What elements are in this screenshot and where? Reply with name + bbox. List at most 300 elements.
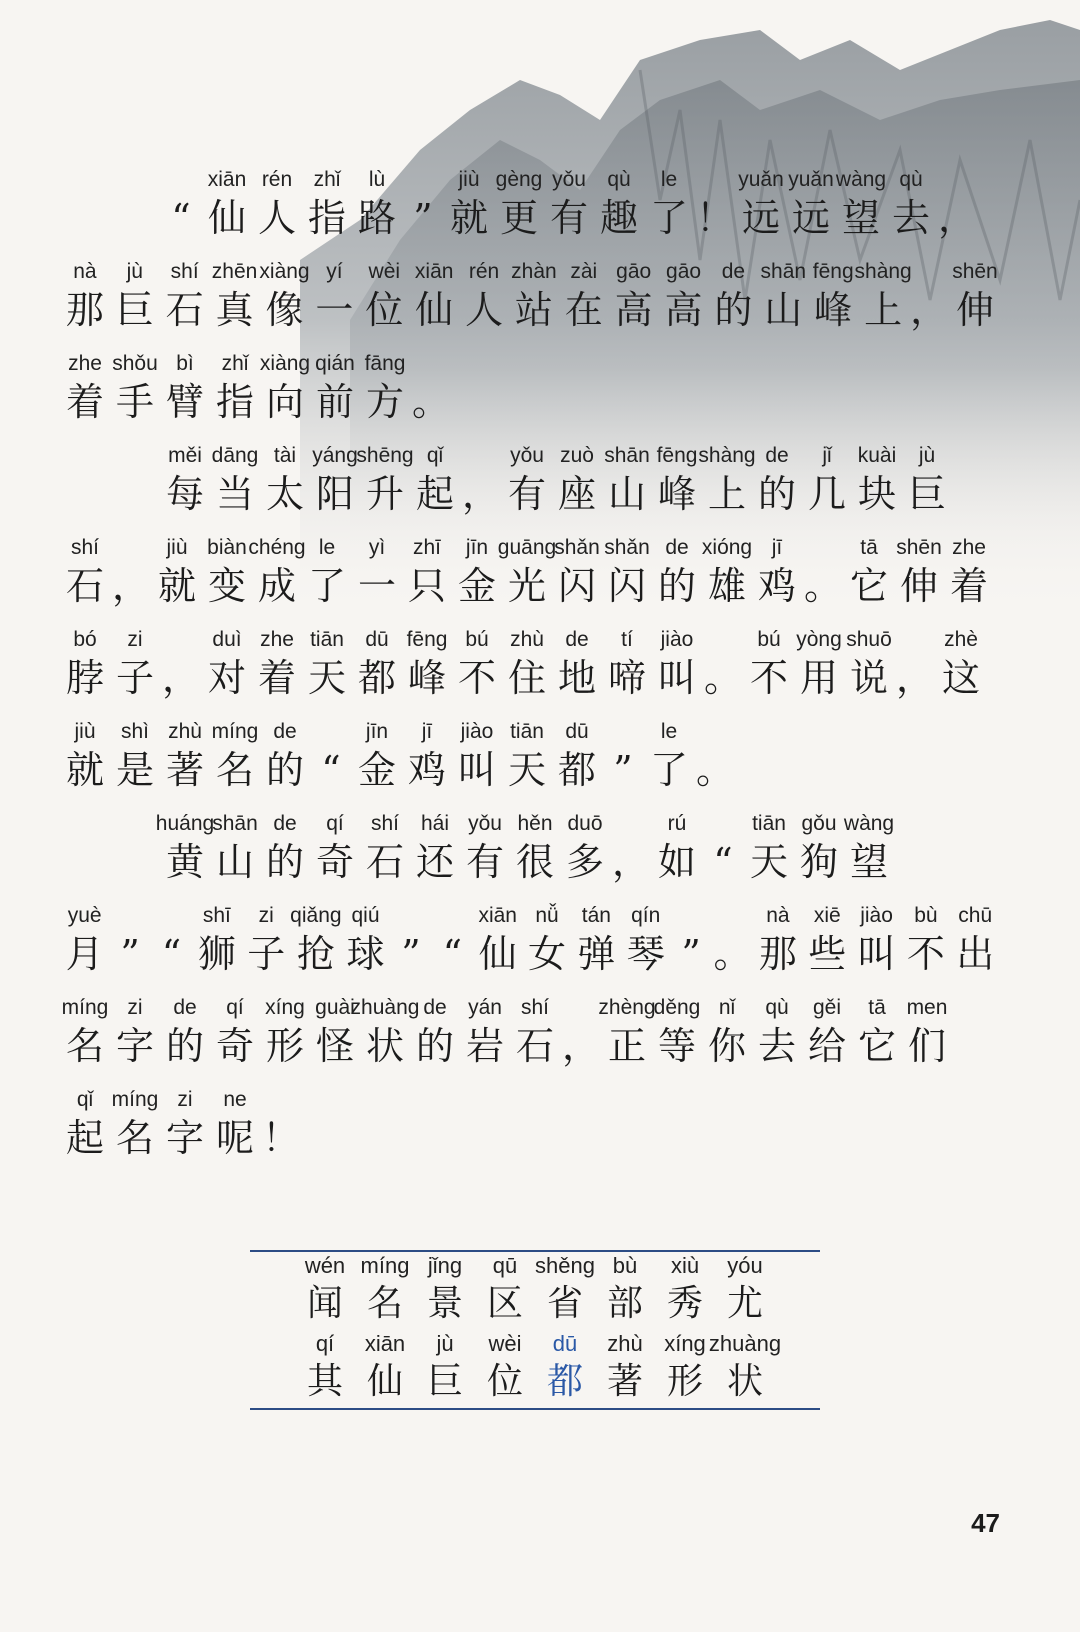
pinyin: de [565, 628, 589, 651]
ruby-character [242, 886, 291, 978]
hanzi: 字 [115, 1024, 154, 1068]
hanzi: 叫 [457, 748, 496, 792]
ruby-character [598, 978, 656, 1070]
hanzi: 名 [115, 1116, 154, 1160]
hanzi: 如 [657, 840, 696, 884]
punctuation [109, 886, 150, 978]
vocab-hanzi: 区 [486, 1283, 523, 1324]
ruby-character [652, 426, 702, 518]
punctuation [802, 518, 844, 610]
ruby-character [410, 426, 460, 518]
ruby-character [644, 702, 694, 794]
hanzi: 望 [841, 196, 880, 240]
pinyin: kuài [857, 444, 897, 467]
hanzi: 去 [891, 196, 930, 240]
pinyin: gèng [495, 168, 543, 191]
hanzi: 子 [115, 656, 154, 700]
pinyin: hěn [517, 812, 553, 835]
hanzi: 出 [956, 932, 995, 976]
hanzi: 住 [507, 656, 546, 700]
text-line [60, 150, 1000, 242]
pinyin: jù [126, 260, 143, 283]
pinyin: tiān [510, 720, 544, 743]
pinyin: bù [914, 904, 938, 927]
hanzi: ， [937, 196, 976, 240]
ruby-character [644, 150, 694, 242]
hanzi: 方 [365, 380, 404, 424]
pinyin: de [273, 812, 297, 835]
ruby-character [352, 150, 402, 242]
ruby-character [510, 978, 560, 1070]
pinyin: shàng [698, 444, 756, 467]
punctuation [694, 150, 736, 242]
hanzi: 更 [499, 196, 538, 240]
hanzi: 石 [365, 840, 404, 884]
ruby-character [702, 978, 752, 1070]
ruby-character [310, 242, 360, 334]
ruby-character [502, 702, 552, 794]
ruby-character [473, 886, 522, 978]
ruby-character [310, 334, 360, 426]
vocab-hanzi: 仙 [366, 1361, 403, 1402]
ruby-character [291, 886, 341, 978]
hanzi: “ [442, 932, 463, 976]
hanzi: 阳 [315, 472, 354, 516]
ruby-character [260, 978, 310, 1070]
ruby-character [609, 242, 659, 334]
hanzi: 真 [215, 288, 254, 332]
hanzi: 天 [749, 840, 788, 884]
pinyin: le [318, 536, 336, 559]
ruby-character [698, 426, 756, 518]
pinyin: qín [631, 904, 661, 927]
vocab-pinyin: wèi [488, 1331, 522, 1356]
hanzi: 它 [857, 1024, 896, 1068]
ruby-character [60, 978, 110, 1070]
pinyin: jiù [458, 168, 480, 191]
vocab-hanzi: 形 [666, 1361, 703, 1402]
ruby-character [510, 794, 560, 886]
hanzi: ， [611, 840, 650, 884]
hanzi: 。 [411, 380, 450, 424]
ruby-character [110, 978, 160, 1070]
pinyin: shuō [846, 628, 892, 651]
pinyin: gěi [812, 996, 842, 1019]
punctuation [110, 518, 152, 610]
pinyin: yuǎn [738, 168, 784, 191]
ruby-character [736, 150, 786, 242]
pinyin: zi [127, 996, 143, 1019]
ruby-character [210, 794, 260, 886]
hanzi: 在 [564, 288, 603, 332]
ruby-character [744, 610, 794, 702]
ruby-character [302, 518, 352, 610]
hanzi: 人 [257, 196, 296, 240]
hanzi: ！ [695, 196, 734, 240]
pinyin: de [273, 720, 297, 743]
pinyin: tài [273, 444, 297, 467]
hanzi: 上 [864, 288, 903, 332]
punctuation [602, 702, 644, 794]
hanzi: 太 [265, 472, 304, 516]
ruby-character [352, 610, 402, 702]
pinyin: shí [520, 996, 549, 1019]
ruby-character [602, 426, 652, 518]
pinyin: xiān [414, 260, 454, 283]
ruby-character [402, 518, 452, 610]
ruby-character [459, 242, 509, 334]
vocab-character [355, 1254, 415, 1328]
hanzi: 有 [549, 196, 588, 240]
pinyin: dū [565, 720, 589, 743]
hanzi: 不 [906, 932, 945, 976]
vocab-character [475, 1332, 535, 1406]
hanzi: 球 [346, 932, 385, 976]
pinyin: jī [421, 720, 433, 743]
pinyin: xiē [813, 904, 841, 927]
ruby-character [652, 610, 702, 702]
hanzi: 奇 [215, 1024, 254, 1068]
pinyin: shān [760, 260, 807, 283]
pinyin: děng [653, 996, 701, 1019]
pinyin: guāng [497, 536, 557, 559]
ruby-character [260, 334, 310, 426]
ruby-character [202, 610, 252, 702]
hanzi: 脖 [65, 656, 104, 700]
punctuation [160, 610, 202, 702]
ruby-character [260, 426, 310, 518]
ruby-character [602, 610, 652, 702]
hanzi: 光 [507, 564, 546, 608]
ruby-character [160, 334, 210, 426]
hanzi: 对 [207, 656, 246, 700]
pinyin: gāo [616, 260, 652, 283]
hanzi: “ [161, 932, 182, 976]
punctuation [560, 978, 602, 1070]
pinyin: tán [581, 904, 611, 927]
hanzi: 闪 [607, 564, 646, 608]
hanzi: 远 [741, 196, 780, 240]
hanzi: 仙 [207, 196, 246, 240]
vocab-hanzi: 秀 [666, 1283, 703, 1324]
vocab-pinyin: wén [304, 1253, 346, 1278]
hanzi: 。 [703, 656, 742, 700]
pinyin: zhàn [511, 260, 557, 283]
hanzi: 字 [165, 1116, 204, 1160]
ruby-character [302, 610, 352, 702]
text-line [60, 794, 1000, 886]
hanzi: 人 [465, 288, 504, 332]
hanzi: 。 [695, 748, 734, 792]
hanzi: 你 [707, 1024, 746, 1068]
ruby-character [902, 978, 952, 1070]
hanzi: 的 [757, 472, 796, 516]
hanzi: 名 [215, 748, 254, 792]
ruby-character [844, 518, 894, 610]
ruby-character [652, 794, 702, 886]
hanzi: 起 [65, 1116, 104, 1160]
hanzi: ， [561, 1024, 600, 1068]
pinyin: jiù [166, 536, 188, 559]
hanzi: 臂 [165, 380, 204, 424]
ruby-character [210, 426, 260, 518]
pinyin: dāng [211, 444, 259, 467]
hanzi: 座 [557, 472, 596, 516]
ruby-character [744, 794, 794, 886]
punctuation [610, 794, 652, 886]
hanzi: 就 [157, 564, 196, 608]
hanzi: 山 [607, 472, 646, 516]
pinyin: zi [177, 1088, 193, 1111]
hanzi: 用 [799, 656, 838, 700]
text-line [60, 242, 1000, 334]
pinyin: fāng [364, 352, 406, 375]
hanzi: 啼 [607, 656, 646, 700]
pinyin: bó [73, 628, 97, 651]
vocab-character [708, 1331, 782, 1406]
vocab-pinyin: qū [492, 1253, 518, 1278]
hanzi: 名 [65, 1024, 104, 1068]
pinyin: duì [212, 628, 242, 651]
ruby-character [110, 334, 160, 426]
hanzi: 它 [849, 564, 888, 608]
ruby-character [152, 518, 202, 610]
punctuation [670, 886, 711, 978]
ruby-character [852, 886, 901, 978]
ruby-character [210, 702, 260, 794]
punctuation [390, 886, 431, 978]
vocab-character [715, 1254, 775, 1328]
hanzi: 像 [265, 288, 304, 332]
ruby-character [360, 334, 410, 426]
pinyin: shí [170, 260, 199, 283]
pinyin: zài [570, 260, 598, 283]
ruby-character [502, 426, 552, 518]
text-line [60, 426, 1000, 518]
pinyin: jù [918, 444, 936, 467]
hanzi: 变 [207, 564, 246, 608]
pinyin: shī [202, 904, 231, 927]
vocab-hanzi: 部 [606, 1283, 643, 1324]
punctuation [894, 610, 936, 702]
hanzi: 不 [749, 656, 788, 700]
pinyin: yǒu [468, 812, 502, 835]
punctuation [694, 702, 736, 794]
hanzi: 了 [649, 196, 688, 240]
ruby-character [60, 1070, 110, 1162]
punctuation [936, 150, 978, 242]
ruby-character [110, 702, 160, 794]
story-text [60, 150, 1000, 1162]
ruby-character [160, 242, 210, 334]
ruby-character [494, 150, 544, 242]
ruby-character [452, 702, 502, 794]
hanzi: 那 [65, 288, 104, 332]
hanzi: ” [413, 196, 433, 240]
vocab-row [250, 1252, 820, 1330]
hanzi: 的 [415, 1024, 454, 1068]
hanzi: 的 [265, 840, 304, 884]
paragraph [60, 150, 1000, 426]
ruby-character [752, 426, 802, 518]
pinyin: de [721, 260, 746, 283]
hanzi: 成 [257, 564, 296, 608]
ruby-character [758, 242, 808, 334]
hanzi: 当 [215, 472, 254, 516]
vocab-pinyin: dū [552, 1331, 578, 1356]
paragraph [60, 794, 1000, 1162]
pinyin: zhī [412, 536, 441, 559]
hanzi: ， [910, 288, 949, 332]
vocab-pinyin: shěng [535, 1253, 595, 1278]
ruby-character [60, 518, 110, 610]
pinyin: yuǎn [788, 168, 834, 191]
ruby-character [594, 150, 644, 242]
hanzi: 趣 [599, 196, 638, 240]
ruby-character [460, 794, 510, 886]
hanzi: 琴 [626, 932, 665, 976]
vocab-pinyin: yóu [727, 1253, 763, 1278]
vocab-character [595, 1332, 655, 1406]
hanzi: 路 [357, 196, 396, 240]
hanzi: 正 [607, 1024, 646, 1068]
ruby-character [352, 518, 402, 610]
pinyin: měi [168, 444, 202, 467]
vocab-character [295, 1332, 355, 1406]
pinyin: tí [621, 628, 633, 651]
pinyin: zhù [168, 720, 202, 743]
hanzi: 几 [807, 472, 846, 516]
hanzi: 怪 [315, 1024, 354, 1068]
pinyin: zhè [944, 628, 978, 651]
pinyin: men [906, 996, 948, 1019]
pinyin: shǎn [554, 536, 600, 559]
pinyin: jīn [465, 536, 489, 559]
ruby-character [522, 886, 571, 978]
pinyin: gāo [666, 260, 702, 283]
hanzi: 多 [565, 840, 604, 884]
hanzi: 弹 [577, 932, 616, 976]
pinyin: yí [326, 260, 343, 283]
paragraph [60, 426, 1000, 794]
hanzi: 了 [649, 748, 688, 792]
hanzi: 呢 [215, 1116, 254, 1160]
pinyin: yǒu [510, 444, 544, 467]
ruby-character [552, 518, 602, 610]
text-line [60, 978, 1000, 1070]
pinyin: gǒu [801, 812, 837, 835]
hanzi: 奇 [315, 840, 354, 884]
hanzi: 就 [65, 748, 104, 792]
pinyin: yòng [796, 628, 842, 651]
hanzi: 金 [457, 564, 496, 608]
ruby-character [559, 242, 609, 334]
pinyin: wèi [368, 260, 401, 283]
hanzi: 还 [415, 840, 454, 884]
pinyin: rén [261, 168, 293, 191]
ruby-character [110, 610, 160, 702]
ruby-character [310, 426, 360, 518]
hanzi: 手 [115, 380, 154, 424]
hanzi: 山 [764, 288, 803, 332]
hanzi: 。 [803, 564, 842, 608]
hanzi: 著 [165, 748, 204, 792]
text-line [60, 518, 1000, 610]
vocab-character [655, 1254, 715, 1328]
hanzi: “ [321, 748, 341, 792]
hanzi: 都 [357, 656, 396, 700]
vocab-hanzi: 位 [486, 1361, 523, 1402]
pinyin: de [423, 996, 447, 1019]
pinyin: nà [766, 904, 790, 927]
vocab-character [415, 1332, 475, 1406]
vocab-hanzi: 状 [726, 1361, 763, 1402]
ruby-character [359, 242, 409, 334]
ruby-character [410, 794, 460, 886]
ruby-character [192, 886, 241, 978]
vocab-pinyin: xiān [364, 1331, 406, 1356]
text-line [60, 886, 1000, 978]
pinyin: duō [567, 812, 603, 835]
pinyin: yáng [312, 444, 358, 467]
hanzi: 金 [357, 748, 396, 792]
hanzi: 高 [664, 288, 703, 332]
ruby-character [802, 426, 852, 518]
hanzi: 石 [65, 564, 104, 608]
pinyin: jīn [365, 720, 389, 743]
hanzi: 子 [247, 932, 286, 976]
punctuation [908, 242, 950, 334]
punctuation [310, 702, 352, 794]
pinyin: tiān [752, 812, 786, 835]
punctuation [402, 150, 444, 242]
hanzi: 闪 [557, 564, 596, 608]
hanzi: 巨 [907, 472, 946, 516]
pinyin: huáng [155, 812, 215, 835]
hanzi: 伸 [899, 564, 938, 608]
hanzi: 天 [307, 656, 346, 700]
pinyin: chū [958, 904, 993, 927]
pinyin: bú [465, 628, 489, 651]
ruby-character [410, 978, 460, 1070]
ruby-character [202, 518, 252, 610]
hanzi: 叫 [657, 656, 696, 700]
hanzi: ， [461, 472, 500, 516]
hanzi: ， [895, 656, 934, 700]
hanzi: 去 [757, 1024, 796, 1068]
pinyin: xiàng [259, 260, 310, 283]
ruby-character [944, 518, 994, 610]
ruby-character [652, 518, 702, 610]
vocab-rows [250, 1252, 820, 1408]
pinyin: zhuàng [350, 996, 420, 1019]
ruby-character [936, 610, 986, 702]
hanzi: 的 [165, 1024, 204, 1068]
ruby-character [544, 150, 594, 242]
hanzi: 远 [791, 196, 830, 240]
pinyin: yǒu [552, 168, 586, 191]
ruby-character [252, 610, 302, 702]
vocab-character [295, 1254, 355, 1328]
pinyin: zhe [260, 628, 294, 651]
pinyin: rú [667, 812, 687, 835]
hanzi: 地 [557, 656, 596, 700]
hanzi: ” [681, 932, 701, 976]
hanzi: 鸡 [407, 748, 446, 792]
ruby-character [352, 702, 402, 794]
ruby-character [155, 794, 215, 886]
hanzi: 等 [657, 1024, 696, 1068]
